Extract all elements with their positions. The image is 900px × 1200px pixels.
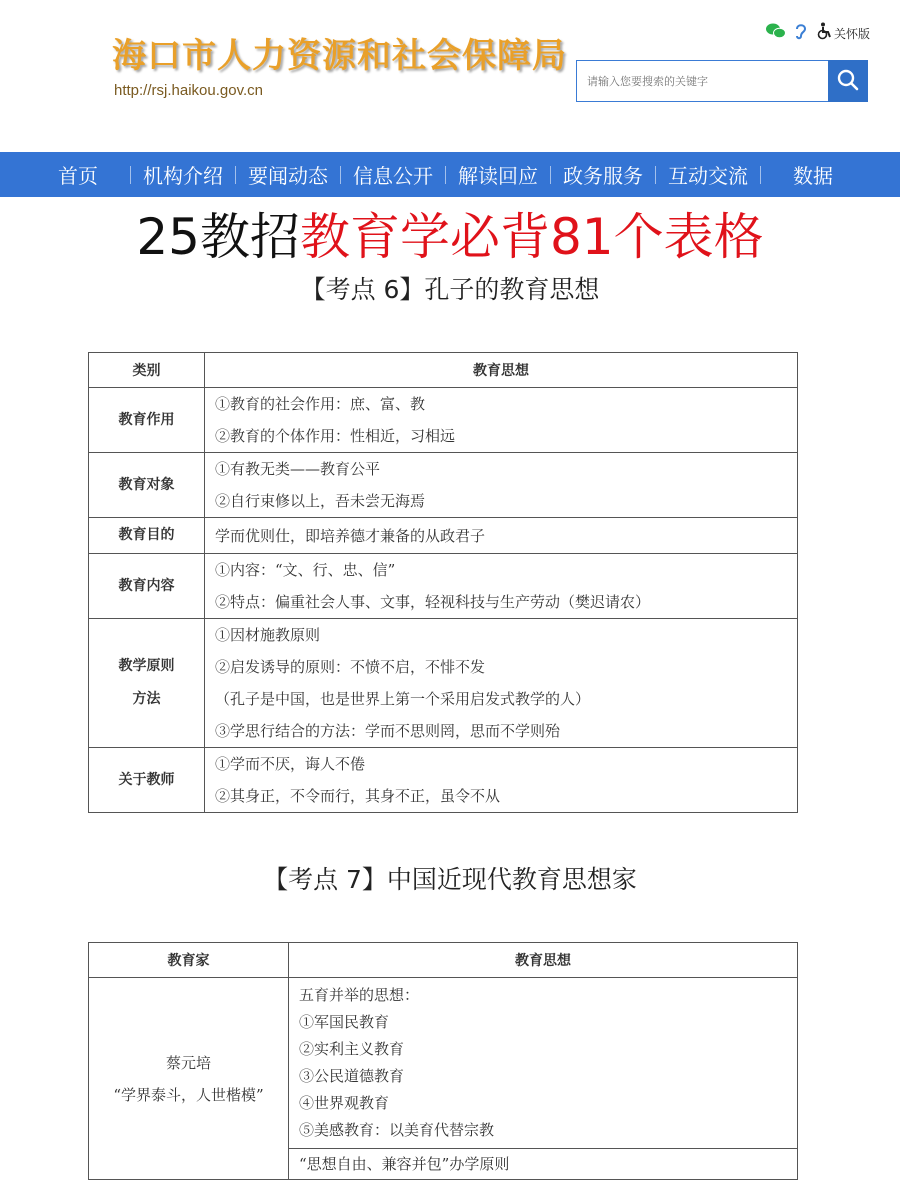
content-line: ②启发诱导的原则：不愤不启，不悱不发 — [215, 658, 486, 676]
content-line: ①内容：“文、行、忠、信” — [215, 561, 396, 579]
modern-educators-table — [88, 942, 798, 1180]
nav-info-disclosure[interactable]: 信息公开 — [353, 164, 433, 188]
content-cell — [289, 1149, 798, 1180]
content-cell — [205, 554, 798, 619]
wechat-icon[interactable] — [766, 23, 786, 44]
category-cell — [89, 388, 205, 453]
category-label: 教育作用 — [118, 411, 175, 428]
content-cell — [205, 748, 798, 813]
top-icons — [766, 22, 870, 44]
table-header-row — [89, 943, 798, 978]
table-row — [89, 619, 798, 748]
section-title-modern-educators: 【考点 7】中国近现代教育思想家 — [263, 865, 637, 894]
content-cell — [289, 978, 798, 1149]
category-cell — [89, 748, 205, 813]
site-url[interactable]: http://rsj.haikou.gov.cn — [114, 82, 263, 99]
ear-icon[interactable] — [794, 22, 808, 44]
banner-title-main: 教育学必背81个表格 — [300, 208, 764, 266]
educator-cell — [89, 978, 289, 1180]
nav-about[interactable]: 机构介绍 — [143, 164, 223, 188]
table-header-row — [89, 353, 798, 388]
post-banner-title — [0, 200, 900, 274]
content-line: ②自行束修以上，吾未尝无海焉 — [215, 492, 426, 510]
category-label: 教学原则 — [118, 658, 175, 674]
search-button[interactable] — [828, 60, 868, 102]
care-mode-label: 关怀版 — [833, 26, 870, 41]
category-cell — [89, 518, 205, 554]
nav-data[interactable]: 数据 — [793, 164, 833, 188]
table-row — [89, 453, 798, 518]
content-line: ①军国民教育 — [299, 1013, 390, 1031]
site-header — [0, 0, 900, 150]
content-line: ③公民道德教育 — [299, 1067, 405, 1085]
nav-home[interactable]: 首页 — [58, 164, 98, 188]
content-cell — [205, 388, 798, 453]
content-line: ②特点：偏重社会人事、文事，轻视科技与生产劳动（樊迟请农） — [215, 593, 651, 611]
category-cell — [89, 453, 205, 518]
content-line: 学而优则仕，即培养德才兼备的从政君子 — [215, 526, 486, 545]
site-title[interactable]: 海口市人力资源和社会保障局 — [112, 36, 567, 76]
category-cell — [89, 554, 205, 619]
content-line: （孔子是中国，也是世界上第一个采用启发式教学的人） — [215, 690, 591, 708]
content-line: ⑤美感教育：以美育代替宗教 — [299, 1121, 495, 1139]
content-line: 五育并举的思想： — [299, 986, 420, 1004]
column-header: 教育家 — [89, 943, 289, 978]
content-line: ③学思行结合的方法：学而不思则罔，思而不学则殆 — [215, 722, 561, 740]
educator-name: 蔡元培 — [165, 1053, 211, 1072]
category-label: 教育目的 — [118, 527, 175, 543]
content-cell — [205, 453, 798, 518]
content-line: “思想自由、兼容并包”办学原则 — [299, 1155, 510, 1173]
content-cell — [205, 518, 798, 554]
content-cell — [205, 619, 798, 748]
column-header: 教育思想 — [289, 943, 798, 978]
nav-interpretation[interactable]: 解读回应 — [458, 164, 538, 188]
care-mode-button[interactable] — [816, 22, 870, 44]
nav-news[interactable]: 要闻动态 — [248, 164, 328, 188]
table-row — [89, 748, 798, 813]
content-line: ②其身正，不令而行，其身不正，虽令不从 — [215, 787, 501, 805]
search-input[interactable] — [576, 60, 828, 102]
confucius-table — [88, 352, 798, 813]
section-title-confucius: 【考点 6】孔子的教育思想 — [300, 275, 600, 304]
search-icon — [836, 68, 860, 95]
category-label: 方法 — [132, 691, 161, 707]
content-line: ②实利主义教育 — [299, 1040, 405, 1058]
content-line: ④世界观教育 — [299, 1094, 390, 1112]
table-row — [89, 388, 798, 453]
table-row — [89, 518, 798, 554]
table-row — [89, 978, 798, 1149]
content-line: ②教育的个体作用：性相近，习相远 — [215, 427, 456, 445]
column-header: 类别 — [89, 353, 205, 388]
content-line: ①因材施教原则 — [215, 626, 321, 644]
content-line: ①教育的社会作用：庶、富、教 — [215, 395, 426, 413]
nav-gov-services[interactable]: 政务服务 — [563, 164, 643, 188]
educator-epithet: “学界泰斗，人世楷模” — [113, 1085, 264, 1104]
category-label: 教育对象 — [118, 476, 175, 493]
nav-interaction[interactable]: 互动交流 — [668, 164, 748, 188]
banner-title-prefix: 25教招 — [136, 208, 300, 266]
main-nav — [0, 152, 900, 197]
category-cell — [89, 619, 205, 748]
table-row — [89, 554, 798, 619]
wheelchair-icon — [816, 22, 832, 44]
column-header: 教育思想 — [205, 353, 798, 388]
category-label: 教育内容 — [118, 577, 175, 594]
content-line: ①学而不厌，诲人不倦 — [215, 755, 366, 773]
category-label: 关于教师 — [118, 771, 175, 788]
content-line: ①有教无类——教育公平 — [215, 460, 381, 478]
